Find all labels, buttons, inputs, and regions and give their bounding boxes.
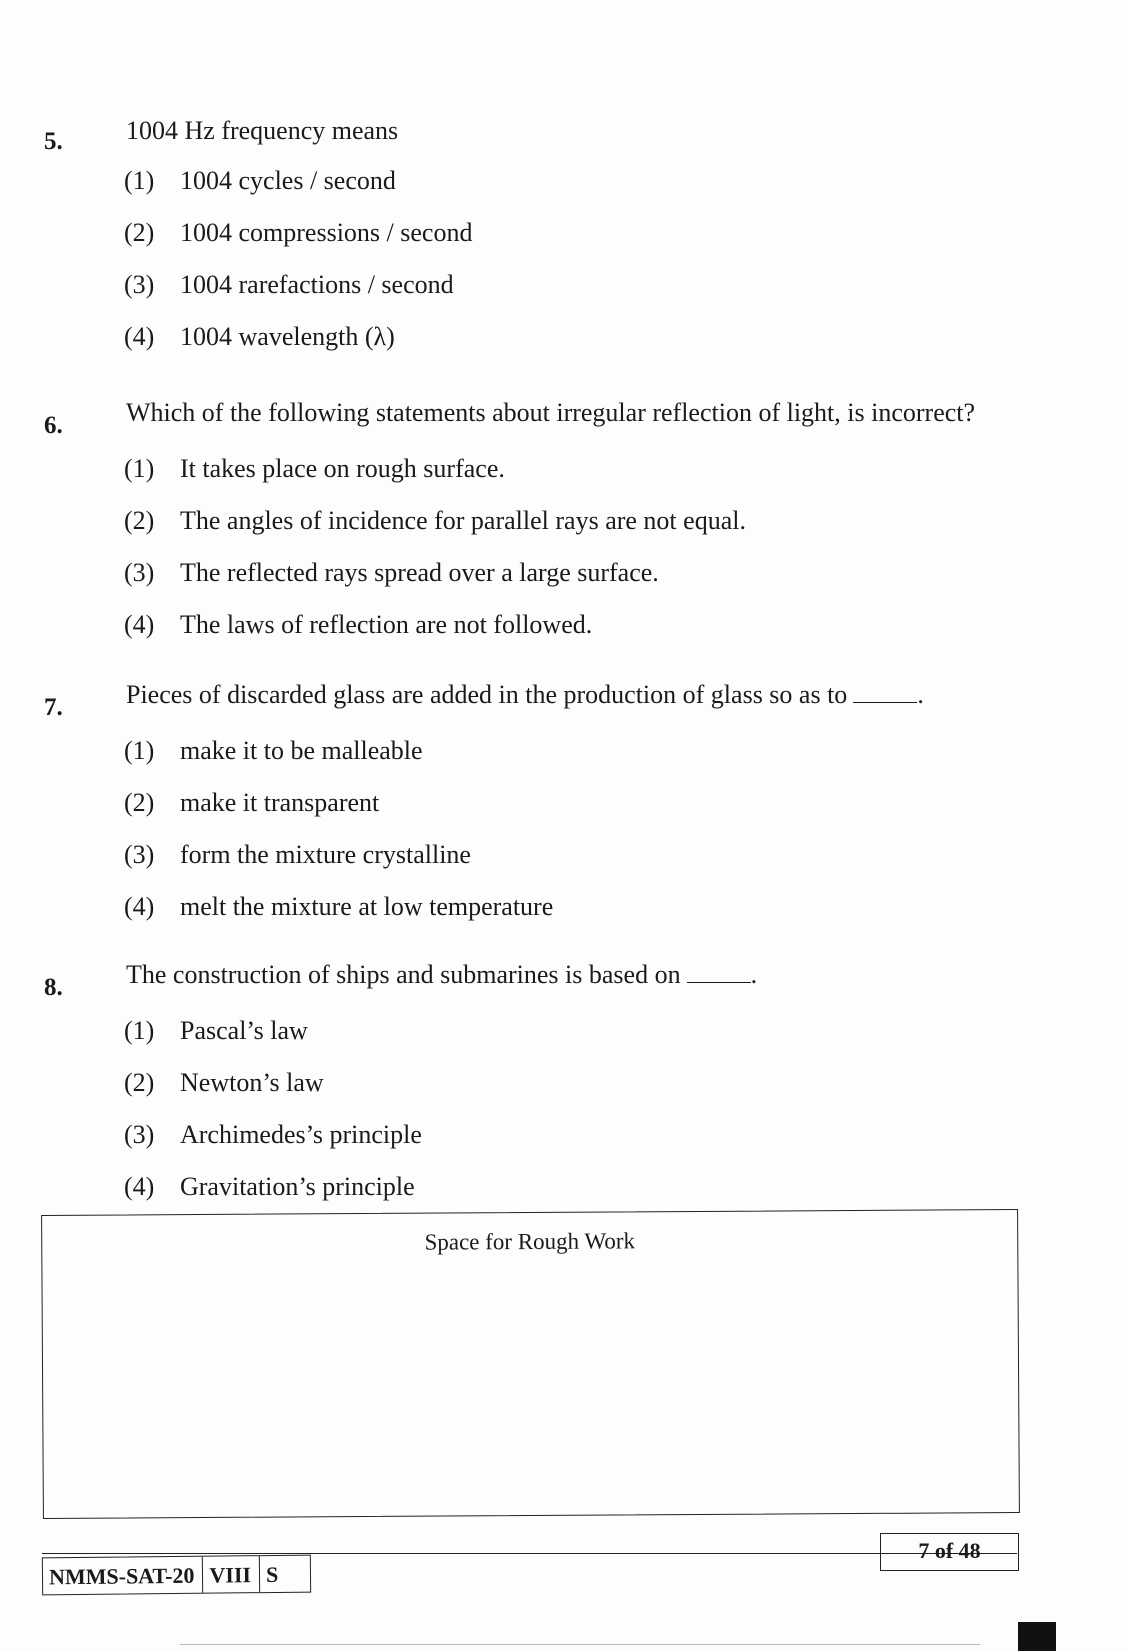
question-text: 1004 Hz frequency means: [126, 116, 399, 145]
option-text: It takes place on rough surface.: [180, 454, 505, 483]
exam-code: NMMS-SAT-20: [43, 1557, 204, 1595]
option-number: (2): [124, 506, 155, 535]
option-2: [124, 506, 746, 536]
option-4: [124, 1172, 415, 1202]
option-text: 1004 wavelength (λ): [180, 322, 395, 351]
option-number: (2): [124, 218, 155, 247]
question-suffix: .: [750, 960, 758, 989]
scan-artifact-mark: [1018, 1622, 1056, 1651]
option-number: (1): [124, 736, 155, 765]
option-number: (2): [124, 788, 155, 817]
option-3: [124, 1120, 422, 1150]
page-number: 7 of 48: [880, 1533, 1019, 1571]
option-text: Pascal’s law: [180, 1016, 308, 1045]
option-number: (4): [124, 322, 155, 351]
question-number: 5.: [44, 128, 63, 155]
exam-class: VIII: [203, 1556, 260, 1593]
question-number: 7.: [44, 694, 63, 721]
option-text: form the mixture crystalline: [180, 840, 471, 869]
rough-work-area: [41, 1209, 1020, 1519]
option-text: 1004 compressions / second: [180, 218, 473, 247]
option-text: Newton’s law: [180, 1068, 324, 1097]
question-number: 6.: [44, 412, 63, 439]
option-number: (4): [124, 1172, 155, 1201]
option-3: [124, 558, 659, 588]
scan-artifact-line: [180, 1644, 980, 1645]
option-4: [124, 322, 395, 352]
option-2: [124, 1068, 324, 1098]
option-number: (3): [124, 270, 155, 299]
option-number: (3): [124, 558, 155, 587]
answer-blank: [853, 682, 917, 703]
exam-code-box: [42, 1555, 311, 1596]
rough-work-bottom-rule: [42, 1553, 1017, 1554]
option-number: (1): [124, 1016, 155, 1045]
question-stem: Pieces of discarded glass are added in the production of glass so as to: [126, 680, 848, 709]
option-3: [124, 840, 471, 870]
option-text: The angles of incidence for parallel rays are not equal.: [180, 506, 746, 535]
option-number: (3): [124, 840, 155, 869]
option-number: (4): [124, 610, 155, 639]
option-1: [124, 1016, 308, 1046]
question-text: [126, 960, 757, 990]
question-text: Which of the following statements about irregular reflection of light, is incorrect?: [126, 398, 976, 427]
option-text: 1004 rarefactions / second: [180, 270, 454, 299]
option-number: (1): [124, 166, 155, 195]
option-number: (4): [124, 892, 155, 921]
option-2: [124, 788, 379, 818]
rough-work-title: Space for Rough Work: [424, 1228, 636, 1255]
question-number: 8.: [44, 974, 63, 1001]
option-4: [124, 610, 592, 640]
option-2: [124, 218, 472, 248]
option-1: [124, 454, 505, 484]
option-text: 1004 cycles / second: [180, 166, 396, 195]
option-text: Gravitation’s principle: [180, 1172, 415, 1201]
option-text: Archimedes’s principle: [180, 1120, 422, 1149]
question-suffix: .: [917, 680, 924, 709]
question-stem: The construction of ships and submarines is based on: [126, 960, 681, 989]
option-text: make it to be malleable: [180, 736, 423, 765]
option-number: (2): [124, 1068, 155, 1097]
option-1: [124, 736, 423, 766]
answer-blank: [687, 962, 751, 983]
option-text: make it transparent: [180, 788, 380, 817]
option-text: melt the mixture at low temperature: [180, 892, 554, 921]
option-text: The laws of reflection are not followed.: [180, 610, 593, 639]
question-text: [126, 680, 924, 710]
option-number: (1): [124, 454, 155, 483]
option-3: [124, 270, 454, 300]
exam-series: S: [265, 1561, 279, 1588]
option-text: The reflected rays spread over a large surface.: [180, 558, 659, 587]
option-1: [124, 166, 396, 196]
option-4: [124, 892, 553, 922]
option-number: (3): [124, 1120, 155, 1149]
